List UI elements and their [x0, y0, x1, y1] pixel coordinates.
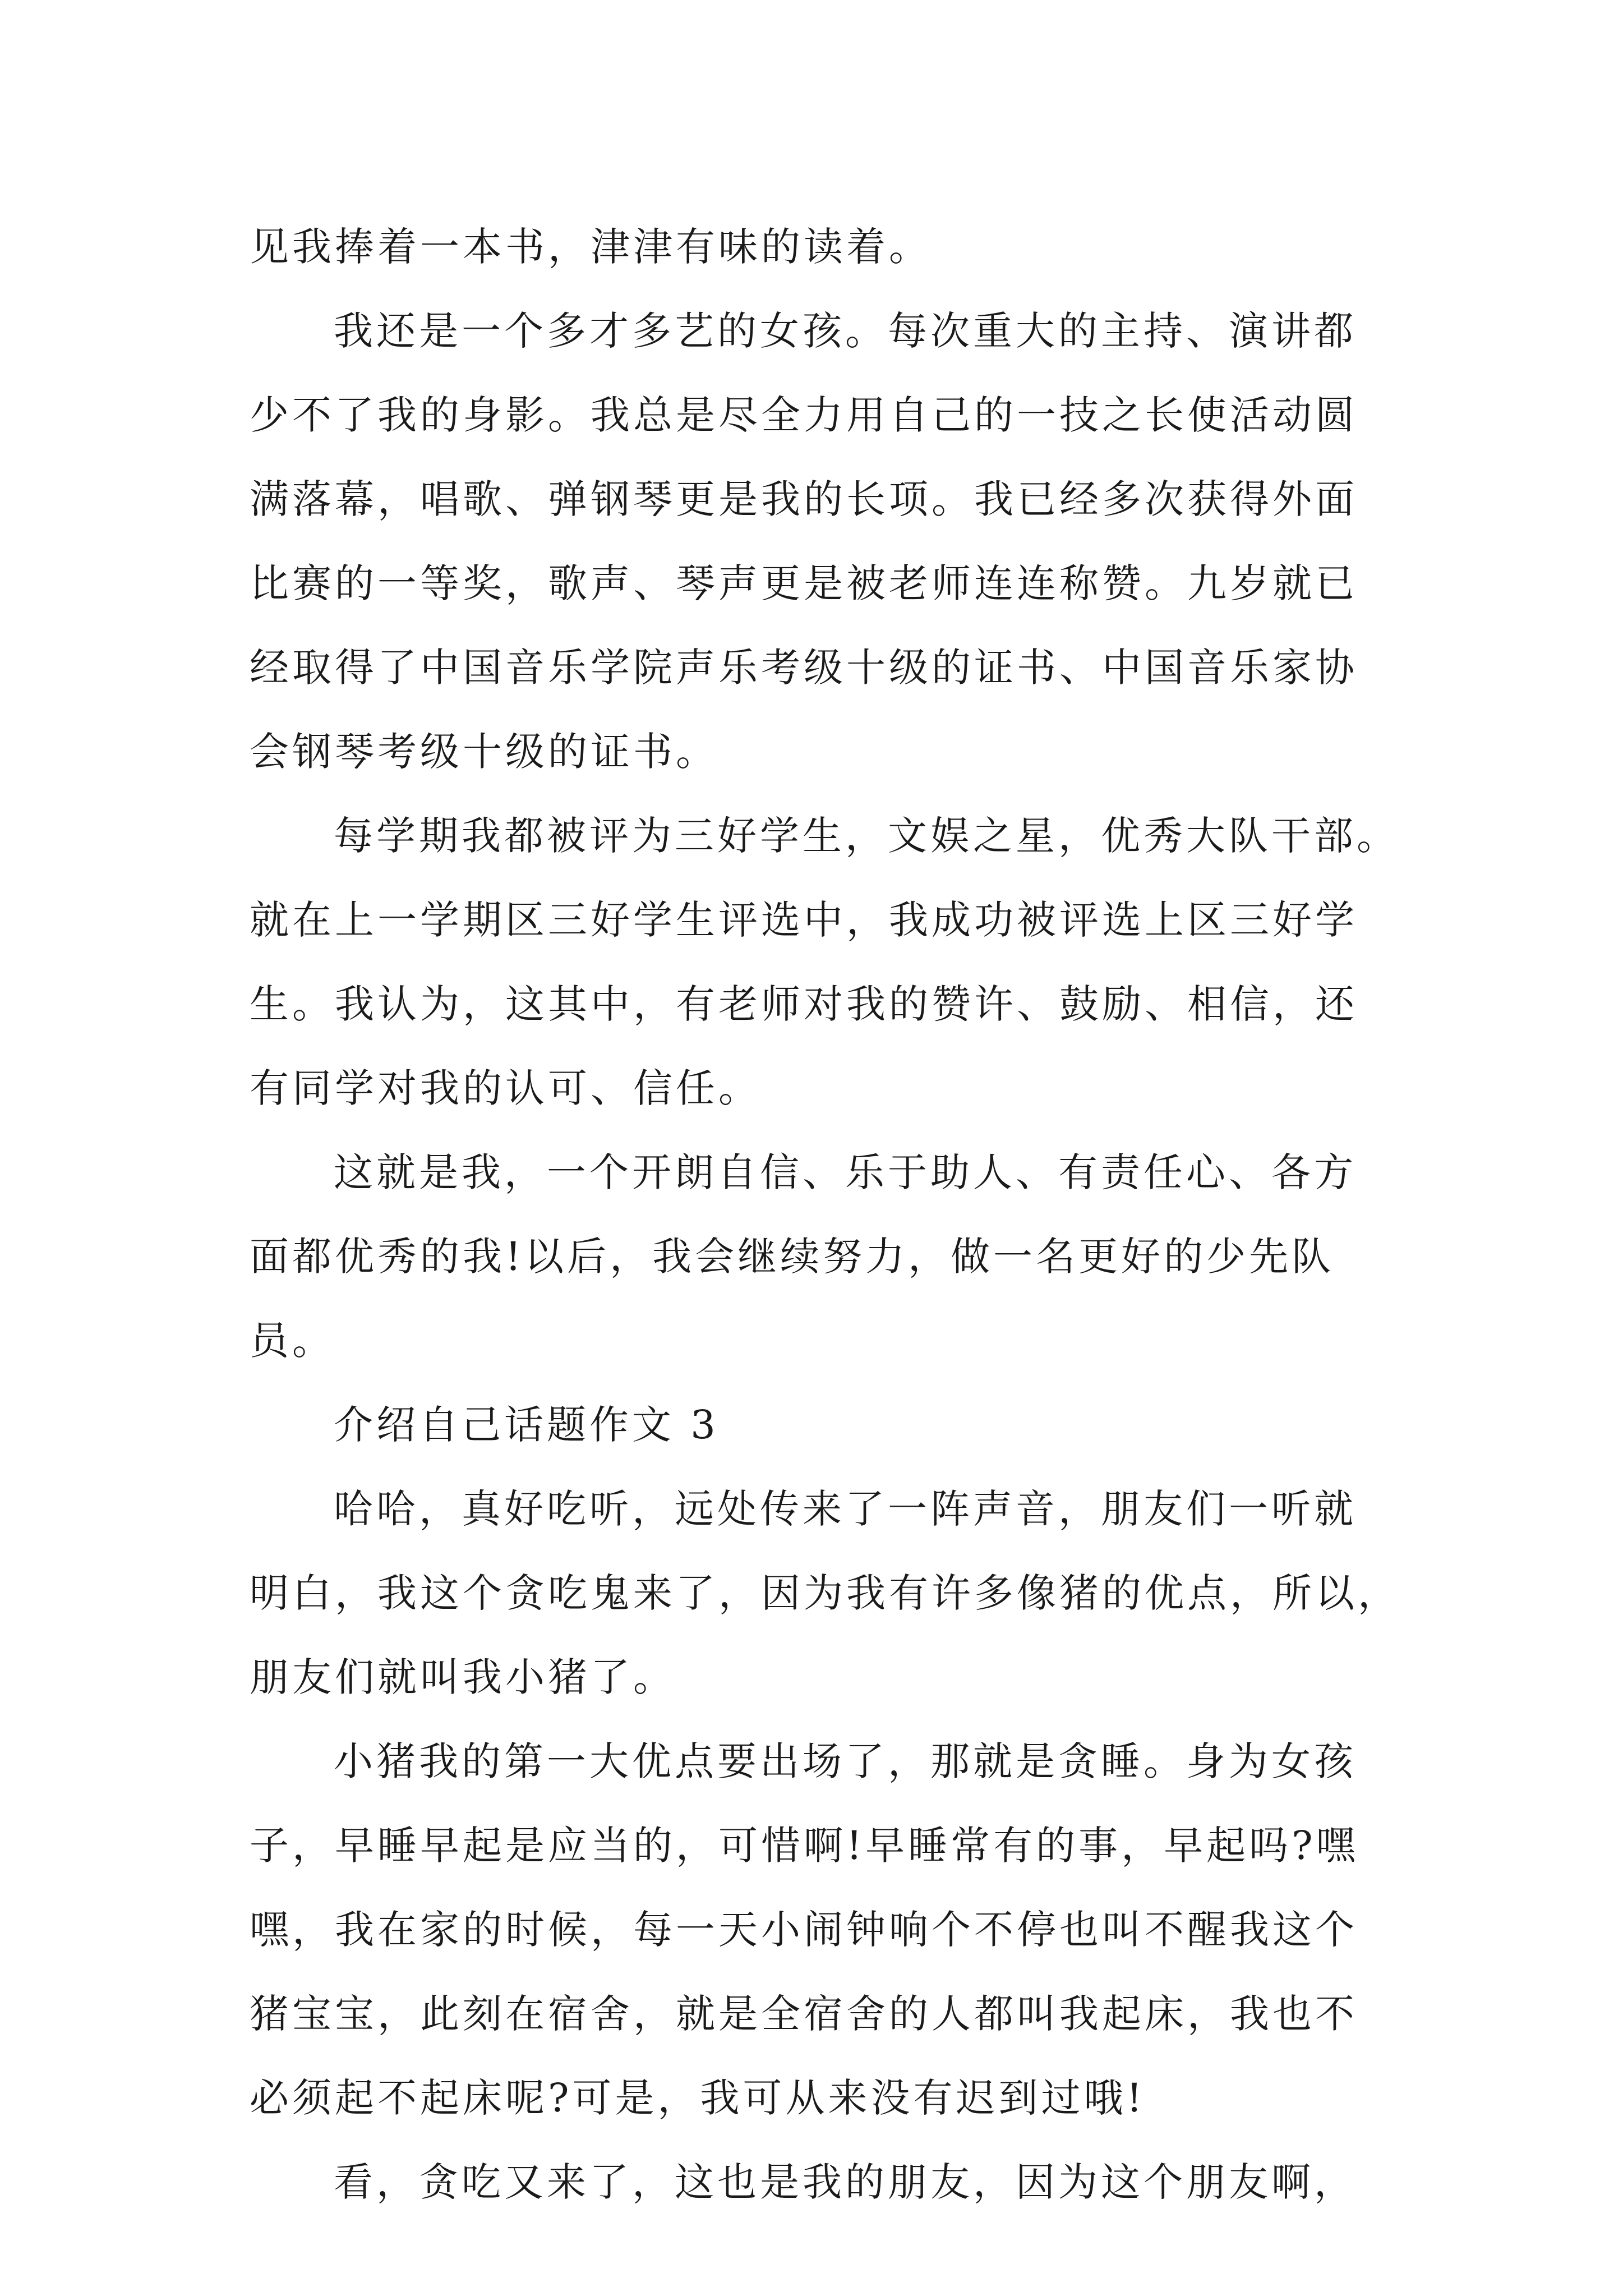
text-line: 生。我认为，这其中，有老师对我的赞许、鼓励、相信，还	[250, 981, 1358, 1027]
text-line: 这就是我，一个开朗自信、乐于助人、有责任心、各方	[334, 1149, 1357, 1195]
text-line: 猪宝宝，此刻在宿舍，就是全宿舍的人都叫我起床，我也不	[250, 1991, 1358, 2037]
text-line: 子，早睡早起是应当的，可惜啊!早睡常有的事，早起吗?嘿	[250, 1823, 1359, 1869]
text-line: 见我捧着一本书，津津有味的读着。	[250, 224, 932, 270]
text-line: 嘿，我在家的时候，每一天小闹钟响个不停也叫不醒我这个	[250, 1907, 1358, 1953]
text-line: 小猪我的第一大优点要出场了，那就是贪睡。身为女孩	[334, 1738, 1357, 1784]
document-body	[250, 205, 1400, 2224]
text-line: 员。	[250, 1318, 335, 1364]
text-line: 明白，我这个贪吃鬼来了，因为我有许多像猪的优点，所以，	[250, 1570, 1400, 1616]
text-line: 我还是一个多才多艺的女孩。每次重大的主持、演讲都	[334, 308, 1357, 354]
text-line: 满落幕，唱歌、弹钢琴更是我的长项。我已经多次获得外面	[250, 476, 1358, 522]
text-line: 会钢琴考级十级的证书。	[250, 729, 718, 775]
text-line: 必须起不起床呢?可是，我可从来没有迟到过哦!	[250, 2075, 1146, 2121]
text-line: 看，贪吃又来了，这也是我的朋友，因为这个朋友啊，	[334, 2159, 1357, 2205]
text-line: 面都优秀的我!以后，我会继续努力，做一名更好的少先队	[250, 1234, 1335, 1280]
text-line: 有同学对我的认可、信任。	[250, 1065, 761, 1111]
section-heading: 介绍自己话题作文 3	[334, 1402, 719, 1448]
text-line: 就在上一学期区三好学生评选中，我成功被评选上区三好学	[250, 897, 1358, 943]
text-line: 经取得了中国音乐学院声乐考级十级的证书、中国音乐家协	[250, 645, 1358, 691]
text-line: 每学期我都被评为三好学生，文娱之星，优秀大队干部。	[334, 813, 1399, 859]
text-line: 朋友们就叫我小猪了。	[250, 1654, 676, 1700]
text-line: 少不了我的身影。我总是尽全力用自己的一技之长使活动圆	[250, 392, 1358, 438]
text-line: 比赛的一等奖，歌声、琴声更是被老师连连称赞。九岁就已	[250, 560, 1358, 606]
text-line: 哈哈，真好吃听，远处传来了一阵声音，朋友们一听就	[334, 1486, 1357, 1532]
